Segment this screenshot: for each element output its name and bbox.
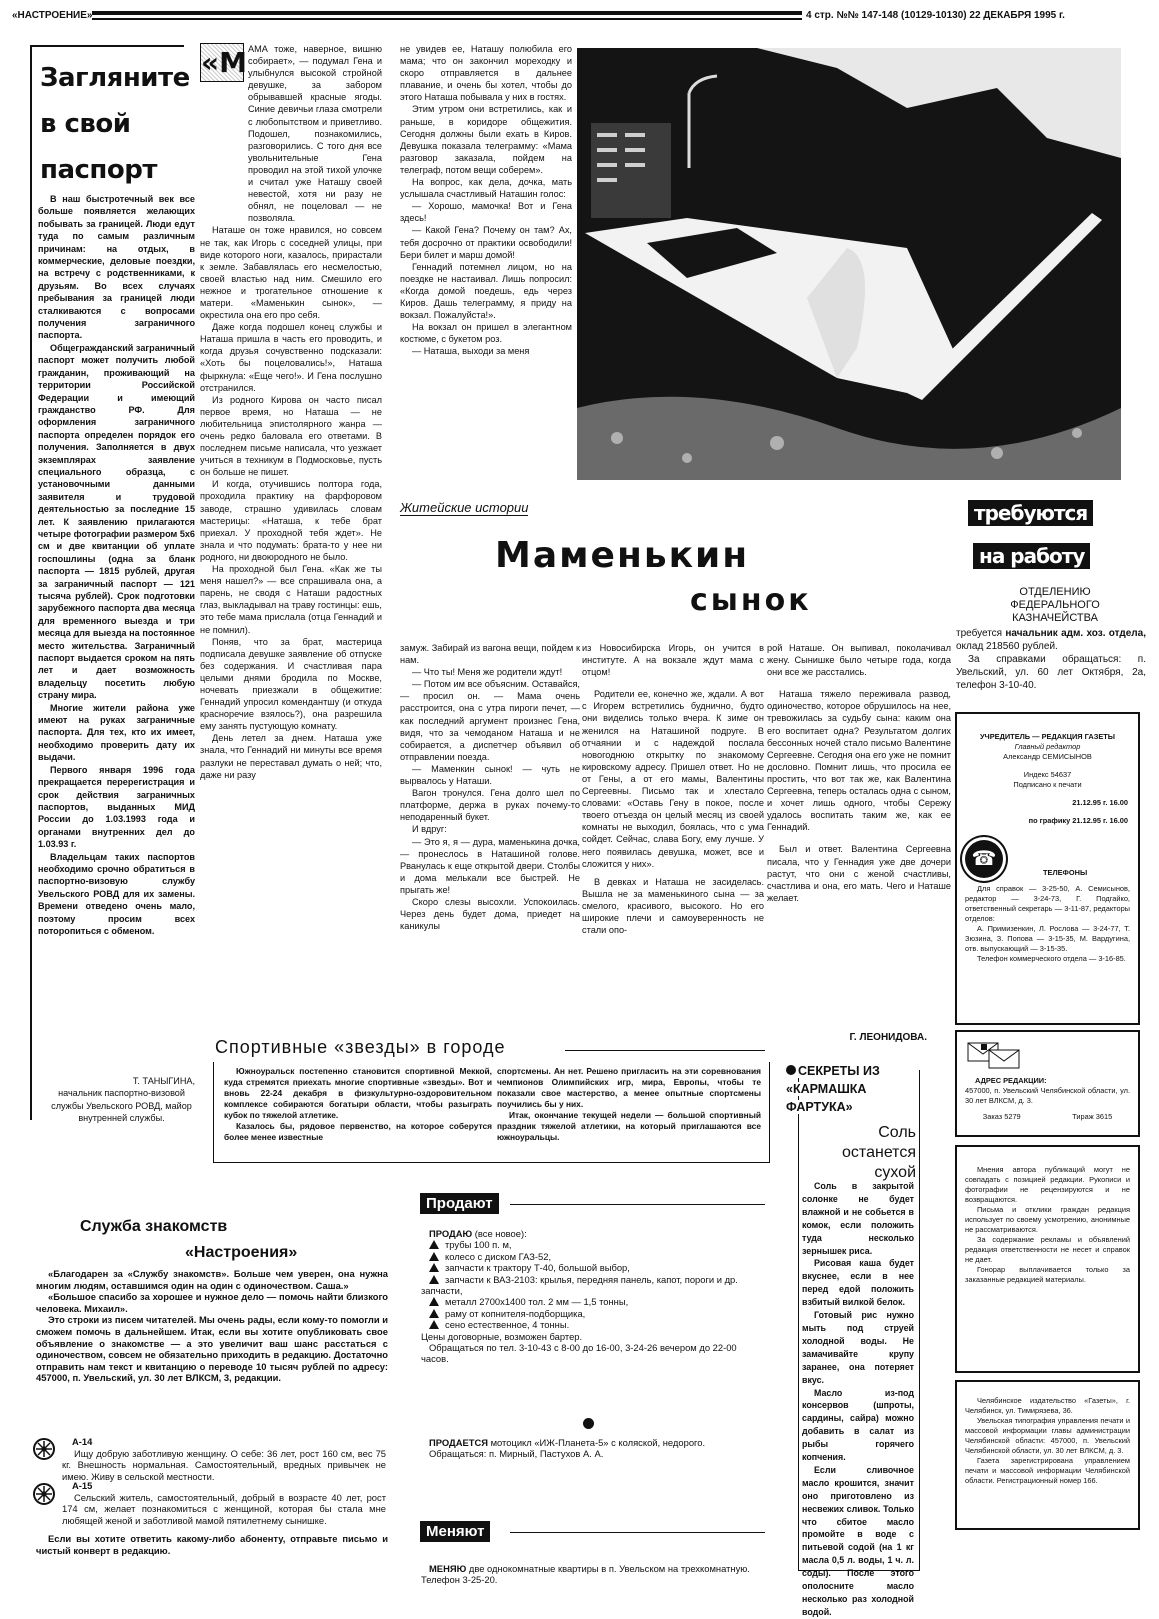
exchange-banner: Меняют [420, 1521, 490, 1542]
paragraph: Готовый рис нужно мыть под струей холодной воды. Не замачивайте крупу заранее, она потеряет вкус. [802, 1310, 914, 1385]
story-rubric: Житейские истории [400, 500, 529, 515]
sell-item [421, 1296, 765, 1307]
paragraph: Наташе он тоже нравился, но совсем не так, как Игорь с соседней улицы, при виде которого ноги, казалось, прирастали к земле. Забавлялась его несмелостью, своей властью над ним. Смешило его нежное и трогательное отношение к матери. «Маменькин сынок», — окрестила она его про себя. [200, 225, 382, 321]
paragraph: На вокзал он пришел в элегантном костюме, с букетом роз. [400, 322, 572, 345]
header-rule [92, 11, 802, 20]
paragraph: — Наташа, выходи за меня [412, 346, 530, 357]
jobs-salary: оклад 218560 рублей. [956, 641, 1058, 652]
paragraph: — Это я, я — дура, маменькина дочка, — пронеслось в Наташиной голове. Рванулась к еще открытой двери. Столбы и дома мелькали все быстрей. Не прыгать же! [400, 836, 580, 895]
story-column-5 [767, 642, 951, 904]
paragraph: не увидев ее, Наташу полюбила его мама; что он закончил мореходку и скоро отправляется в дальнее плавание, и очень бы хотел, чтобы до этого Наташа побывала у них в гостях. [400, 44, 572, 103]
ad-text: Сельский житель, самостоятельный, добрый в возрасте 40 лет, рост 174 см, желает познакомиться с женщиной, которая бы стала мне любящей женой и заботливой мамой пятилетнему сынишке. [62, 1491, 386, 1526]
sell-banner-rule [510, 1204, 765, 1205]
address-text: 457000, п. Увельский Челябинской области, ул. 30 лет ВЛКСМ, д. 3. [965, 1086, 1130, 1105]
exchange-banner-rule [510, 1532, 765, 1533]
title-line: Загляните [40, 63, 190, 93]
story-column-3 [400, 642, 580, 932]
passport-article-title [40, 55, 190, 193]
paragraph: «Благодарен за «Службу знакомств». Больше чем уверен, она нужна многим людям, оставшимся один на один с одиночеством. Саша.» [36, 1268, 388, 1291]
printer-text: Газета зарегистрирована управлением печати и массовой информации Челябинской области. Регистрационный номер 166. [965, 1456, 1130, 1485]
paragraph: Вагон тронулся. Гена долго шел по платформе, держа в руках почему-то неподаренный букет. [400, 788, 580, 823]
sell-item [421, 1274, 765, 1297]
paragraph: Масло из-под консервов (шпроты, сардины, сайра) можно добавить в салат из рыбы горячего копчения. [802, 1387, 914, 1463]
phones-text: Телефон коммерческого отдела — 3-16-85. [977, 954, 1126, 963]
disclaimer-text: Мнения автора публикаций могут не совпадать с позицией редакции. Рукописи и фотографии не рецензируются и не возвращаются. [965, 1165, 1130, 1204]
signature-role: начальник паспортно-визовой службы Увельского РОВД, майор внутренней службы. [51, 1088, 192, 1124]
title-line: паспорт [40, 155, 157, 185]
sports-column-1 [224, 1066, 492, 1143]
drop-cap: «М [200, 43, 244, 82]
newspaper-name: «НАСТРОЕНИЕ» [12, 10, 93, 21]
bullet-dot-icon [786, 1065, 796, 1075]
title-line: в свой [40, 109, 131, 139]
paragraph: из Новосибирска Игорь, он учится в институте. А на вокзале ждут мама с отцом! [582, 643, 764, 678]
triangle-bullet-icon [429, 1297, 439, 1306]
circulation: Тираж 3615 [1072, 1112, 1113, 1121]
paragraph: замуж. Забирай из вагона вещи, пойдем к нам. [400, 643, 580, 666]
triangle-bullet-icon [429, 1240, 439, 1249]
issue-info: 4 стр. №№ 147-148 (10129-10130) 22 ДЕКАБРЯ 1995 г. [806, 10, 1065, 21]
paragraph: — Потом им все объясним. Оставайся, — просил он. — Мама очень расстроится, она с утра пироги печет, — как последний аргумент произнес Гена, видя, что за чемоданом Наташа и не собирается, а диспетчер объявил об отправлении поезда. [400, 679, 580, 762]
ad-code: А-14 [72, 1436, 93, 1447]
exchange-text: две однокомнатные квартиры в п. Увельском на трехкомнатную. Телефон 3-25-20. [421, 1563, 750, 1586]
dating-footer [36, 1533, 388, 1556]
secrets-body [802, 1180, 914, 1619]
paragraph: Поняв, что за брат, мастерица подписала девушке заявление об отпуске без содержания. И счастливая пара целыми днями бродила по Москве, ночевать приезжали в общежитие: Геннадий упросил комендантшу (и откуда красноречие взялось?), она разрешила ему занять пустующую комнату. [200, 636, 382, 732]
paragraph: Общегражданский заграничный паспорт может получить любой гражданин, проживающий на территории Российской Федерации и имеющий гражданство РФ. Для оформления заграничного паспорта определен порядок его получения. Заполняется в двух экземплярах заявление специального образца, с установочными данными заявителя и трудовой деятельностью за последние 15 лет. К заявлению прилагаются четыре фотографии размером 5х6 см и две квитанции об уплате госпошлины (одна за бланк паспорта — 1815 рублей, другая за заграничный паспорт — 121 тысяча рублей). Срок подготовки зарубежного паспорта два месяца для временного выезда и три месяца для выезда на постоянное место жительства. Заграничный паспорт выдается сроком на пять лет и дает возможность владельцу посетить любую страну мира. [38, 342, 195, 701]
paragraph: Владельцам таких паспортов необходимо срочно обратиться в паспортно-визовую службу Увельского РОВД для их замены. Времени отведено очень мало, поэтому просим всех поторопиться с обменом. [38, 851, 195, 936]
paragraph: спортсмены. Ан нет. Решено пригласить на эти соревнования чемпионов Олимпийских игр, мира, Европы, чтобы те показали свое мастерство, а менее опытные спортсмены поучились бы у них. [497, 1066, 761, 1109]
sell-item-text: запчасти к ВАЗ-2103: крылья, передняя панель, капот, пороги и др. запчасти, [421, 1273, 738, 1297]
moto-text: мотоцикл «ИЖ-Планета-5» с коляской, недорого. [487, 1437, 706, 1448]
jobs-text-pre: требуется [956, 628, 1006, 639]
exchange-ad [421, 1563, 765, 1586]
sell-item-text: раму от копнителя-подборщика, [445, 1307, 586, 1319]
disclaimer-box [955, 1145, 1140, 1373]
moto-ad [421, 1437, 765, 1460]
triangle-bullet-icon [429, 1309, 439, 1318]
triangle-bullet-icon [429, 1263, 439, 1272]
paragraph: В наш быстротечный век все больше появляется желающих побывать за границей. Люди едут туда по самым различным причинам: на отдых, в коммерческие, деловые поездки, на встречу с родственниками, к друзьям. Во всех случаях пребывания за границей люди сталкиваются с вопросами получения заграничного паспорта. [38, 194, 195, 341]
paragraph: Родители ее, конечно же, ждали. А вот с Игорем встретились буднично, будто они виделись только вчера. К зиме он женился на Наташиной подруге. В отчаянии и с надеждой послала новогоднюю открытку по знакомому кировскому адресу. Пришел ответ. Но не от Гены, а от его мамы, Валентины Сергеевны. Письмо так и хлестало словами: «Оставь Гену в покое, после твоего отъезда он целый месяц из своей комнаты не выходил, боялась, что с ума сойдет. Сейчас, слава Богу, ему лучше. У него появилась девушка, может, все и сложится у них». [582, 689, 764, 869]
disclaimer-text: Письма и отклики граждан редакция использует по своему усмотрению, анонимные не рассматриваются. [965, 1205, 1130, 1234]
dating-ad [62, 1436, 386, 1482]
sell-item-text: металл 2700х1400 тол. 2 мм — 1,5 тонны, [445, 1296, 629, 1308]
imprint-schedule: по графику 21.12.95 г. 16.00 [1028, 816, 1128, 825]
paragraph: рой Наташе. Он выпивал, поколачивал жену. Сынишке было четыре года, когда они все же расстались. [767, 643, 951, 678]
dating-ad [62, 1480, 386, 1526]
paragraph: Это строки из писем читателей. Мы очень рады, если кому-то помогли и сможем помочь в дальнейшем. Итак, если вы хотите опубликовать свое объявление о знакомстве — а это увеличит ваш шанс расстаться с одиночеством, совсем не обязательно приходить в редакцию. Достаточно отправить нам текст и квитанцию о переводе 10 тысяч рублей по адресу: 457000, п. Увельский, ул. 30 лет ВЛКСМ, 3, редакции. [36, 1314, 388, 1384]
imprint-signed-time: 21.12.95 г. 16.00 [1072, 798, 1128, 807]
dating-title-line-2: «Настроения» [185, 1244, 298, 1261]
passport-article-body [38, 193, 195, 937]
paragraph: Наташа тяжело переживала развод, одиночество, которое обрушилось на нее, тревожилась за судьбу сына: каким она его воспитает одна? Результатом долгих бессонных ночей стало письмо Валентине Сергеевне. Сегодня она его уже не помнит дословно. Помнит лишь, что просила ее простить, что вот так же, как Валентина Сергеевна, теперь осталась одна с сыном, и хочет лишь одного, чтобы Сережу удалось воспитать таким же, как ее Геннадий. [767, 689, 951, 833]
story-column-2 [400, 43, 572, 357]
paragraph: Если вы хотите ответить какому-либо абоненту, отправьте письмо и чистый конверт в редакцию. [36, 1533, 388, 1556]
imprint-index: Индекс 54637 [1023, 770, 1072, 779]
dating-title-line-1: Служба знакомств [80, 1218, 228, 1235]
paragraph: На вопрос, как дела, дочка, мать услышала счастливый Наташин голос: [400, 177, 572, 200]
imprint-founder: УЧРЕДИТЕЛЬ — РЕДАКЦИЯ ГАЗЕТЫ [979, 732, 1116, 741]
story-column-4 [582, 642, 764, 936]
paragraph: Южноуральск постепенно становится спортивной Меккой, куда стремятся приехать многие спортивные «звезды». Вот и вновь 22-24 декабря в физкультурно-оздоровительном комплексе собираются богатыри области, чтобы разыграть кубок по тяжелой атлетике. [224, 1066, 492, 1120]
secrets-heading [786, 1062, 918, 1116]
printer-text: Увельская типография управления печати и массовой информации главы администрации Челябинской области: 457000, п. Увельский Челябинской области, ул. 30 лет ВЛКСМ, д. 3. [965, 1416, 1130, 1455]
paragraph: Геннадий потемнел лицом, но на поездке не настаивал. Лишь попросил: «Когда домой поедешь, едь через Киров. Дашь телеграмму, я приду на вокзал. Пожалуйста!». [400, 261, 572, 321]
sell-item [421, 1251, 765, 1262]
moto-lead: ПРОДАЕТСЯ [429, 1437, 488, 1448]
story-column-1 [200, 43, 382, 781]
paragraph: И когда, отучившись полтора года, проходила практику на фарфоровом заводе, страшно удивилась словам мастерицы: «Наташа, к тебе брат приехал. У проходной тебя ждет». Не знала и что подумать: брата-то у нее ни родного, ни двоюродного не было. [200, 479, 382, 562]
sell-lead-rest: (все новое): [472, 1228, 527, 1239]
paragraph: Рисовая каша будет вкуснее, если в нее перед едой положить взбитый вилкой белок. [802, 1258, 914, 1308]
sell-lead: ПРОДАЮ [429, 1228, 473, 1239]
jobs-banner-line-1: требуются [968, 500, 1093, 526]
paragraph: На проходной был Гена. «Как же ты меня нашел?» — все спрашивала она, а парень, не сводя с Наташи радостных глаз, выкладывал на траву гостинцы: ешь, это тебе мама прислала (отца Геннадий и не помнил). [200, 564, 382, 635]
printer-text: Челябинское издательство «Газеты», г. Челябинск, ул. Тимирязева, 36. [965, 1396, 1130, 1415]
sell-ads [421, 1228, 765, 1365]
story-author: Г. ЛЕОНИДОВА. [849, 1032, 927, 1043]
story-title-line-2: сынок [690, 583, 812, 618]
sports-column-2 [497, 1066, 761, 1143]
wheel-icon [33, 1483, 55, 1505]
paragraph: АМА тоже, наверное, вишню собирает», — подумал Гена и улыбнулся высокой стройной девушке, за забором обрывавшей красные ягоды. Синие девичьи глаза смотрели с любопытством и приветливо. Подошел, познакомились, разговорились. С того дня все увольнительные Гена проводил на этой тихой улочке и считал уже Наташу своей невестой, хотя ни разу не обнял, не поцеловал — не позволяла. [248, 44, 382, 224]
envelopes-icon [967, 1042, 1027, 1070]
dating-intro [36, 1268, 388, 1384]
sell-item [421, 1262, 765, 1273]
exchange-lead: МЕНЯЮ [429, 1563, 467, 1574]
sports-title-rule [565, 1050, 765, 1051]
secrets-heading-text: СЕКРЕТЫ ИЗ «КАРМАШКА ФАРТУКА» [786, 1064, 880, 1114]
story-photo [577, 48, 1121, 480]
envelope-icon [967, 1042, 1138, 1068]
paragraph: Был и ответ. Валентина Сергеевна писала, что у Геннадия уже две дочери растут, что они с женой счастливы, счастлива и она, его мать. Чего и Наташе желает. [767, 844, 951, 903]
sell-banner: Продают [420, 1193, 499, 1214]
triangle-bullet-icon [429, 1275, 439, 1284]
photo-girl-in-boat [577, 48, 1121, 480]
paragraph: Даже когда подошел конец службы и Наташа пришла в часть его проводить, и когда друзья сочувственно подсказали: «Хоть бы поцеловались!», Наташа фыркнула: «Еще чего!». И Гена послушно отстранился. [200, 322, 382, 393]
secrets-subtitle: Соль останется сухой [842, 1124, 916, 1181]
moto-contact: Обращаться: п. Мирный, Пастухов А. А. [429, 1448, 604, 1460]
phones-text: А. Примизенкин, Л. Рослова — 3-24-77, Т. Зюзина, З. Попова — 3-15-35, М. Вардугина, отв. выпускающий — 3-15-35. [965, 924, 1130, 953]
sell-item [421, 1319, 765, 1330]
ad-code: А-15 [72, 1480, 93, 1491]
paragraph: — Какой Гена? Почему он там? Ах, тебя досрочно от практики освободили! Бери билет и марш домой! [400, 225, 572, 260]
paragraph: Многие жители района уже имеют на руках заграничные паспорта. Для тех, кто их имеет, необходимо проверить дату их выдачи. [38, 702, 195, 763]
sports-title: Спортивные «звезды» в городе [215, 1037, 506, 1057]
jobs-banner-line-2: на работу [973, 543, 1090, 569]
triangle-bullet-icon [429, 1252, 439, 1261]
signature-name: Т. ТАНЫГИНА, [132, 1076, 195, 1086]
telephone-icon: ☎ [965, 840, 1003, 878]
address-box [955, 1030, 1140, 1137]
sell-item-text: колесо с диском ГАЗ-52, [445, 1250, 552, 1262]
disclaimer-text: За содержание рекламы и объявлений редакция ответственности не несет и справок не дает. [965, 1235, 1130, 1264]
imprint-editor: Александр СЕМИСЫНОВ [1003, 752, 1092, 761]
paragraph: — Хорошо, мамочка! Вот и Гена здесь! [400, 201, 572, 224]
paragraph: В девках и Наташа не засиделась. Вышла не за маменькиного сына — за смелого, красивого, высокого. Но его широкие плечи и самоуверенность не стали опо- [582, 876, 764, 936]
ad-text: Ищу добрую заботливую женщину. О себе: 36 лет, рост 160 см, вес 75 кг. Внешность нормальная. Самостоятельный, вредных привычек не имею. Живу в сельской местности. [62, 1447, 386, 1482]
paragraph: Из родного Кирова он часто писал первое время, но Наташа — не любительница эпистолярного жанра — очень редко баловала его ответами. В последнем письме написала, что уезжает учиться в техникум в Подмосковье, пусть он больше не пишет. [200, 394, 382, 478]
paragraph: Соль в закрытой солонке не будет влажной и не собьется в комок, если положить туда несколько зернышек риса. [802, 1181, 914, 1256]
order-number: Заказ 5279 [982, 1112, 1021, 1121]
jobs-text [956, 627, 1146, 692]
phones-text: Для справок — 3-25-50, А. Семисынов, редактор — 3-24-73, Г. Подгайко, ответственный секретарь — 3-11-87, редакторы отделов: [965, 884, 1130, 923]
sell-item-text: трубы 100 п. м, [445, 1239, 512, 1251]
paragraph: Если сливочное масло крошится, значит оно приготовлено из несвежих сливок. Только что сбитое масло промойте в воде с питьевой содой (на 1 кг масла 0,5 л. воды, 1 ч. л. соды). После этого ополосните масло несколько раз холодной водой. [802, 1464, 914, 1617]
imprint-editor-label: Главный редактор [1014, 742, 1081, 751]
phones-title: ТЕЛЕФОНЫ [1043, 868, 1088, 877]
paragraph: Этим утром они встретились, как и раньше, в коридоре общежития. Сегодня должны были ехать в Киров. Девушка показала телеграмму: «Мама разговор заказала, пойдем на телеграф, потом вещи соберем». [400, 104, 572, 175]
sell-item [421, 1239, 765, 1250]
imprint-signed: Подписано к печати [1013, 780, 1082, 789]
disclaimer-text: Гонорар выплачивается только за заказанные редакцией материалы. [965, 1265, 1130, 1284]
wheel-icon [33, 1438, 55, 1460]
separator-dot-icon [583, 1418, 594, 1429]
passport-signature [38, 1075, 195, 1125]
imprint-box [955, 712, 1140, 1025]
sell-item [421, 1308, 765, 1319]
jobs-position: начальник адм. хоз. отдела, [1005, 628, 1146, 639]
paragraph: Первого января 1996 года прекращается перерегистрация и срок действия заграничных паспортов, выданных МИД России до 1.03.1993 года и органами внутренних дел до 1.03.93 г. [38, 764, 195, 850]
paragraph: «Большое спасибо за хорошее и нужное дело — помочь найти близкого человека. Михаил». [36, 1291, 388, 1314]
jobs-contact: За справками обращаться: п. Увельский, ул. 60 лет Октября, 2а, телефон 3-10-40. [956, 654, 1146, 691]
paragraph: И вдруг: [412, 824, 447, 835]
sell-item-text: сено естественное, 4 тонны. [445, 1319, 570, 1331]
paragraph: — Маменкин сынок! — чуть не вырвалось у Наташи. [400, 763, 580, 787]
sell-item-text: запчасти к трактору Т-40, большой выбор, [445, 1262, 630, 1274]
sell-contact: Обращаться по тел. 3-10-43 с 8-00 до 16-00, 3-24-26 вечером до 22-00 часов. [421, 1342, 737, 1365]
story-title-line-1: Маменькин [495, 535, 750, 576]
jobs-organization: ОТДЕЛЕНИЮ ФЕДЕРАЛЬНОГО КАЗНАЧЕЙСТВА [1010, 586, 1100, 624]
paragraph: Скоро слезы высохли. Успокоилась. Через день будет дома, приедет на каникулы [400, 896, 580, 932]
printer-box [955, 1380, 1140, 1530]
paragraph: — Что ты! Меня же родители ждут! [412, 667, 563, 678]
sell-prices: Цены договорные, возможен бартер. [421, 1330, 583, 1342]
address-title: АДРЕС РЕДАКЦИИ: [975, 1076, 1047, 1085]
paragraph: Итак, окончание текущей недели — большой спортивный праздник тяжелой атлетики, на который приглашаются все южноуральцы. [497, 1110, 761, 1142]
paragraph: День летел за днем. Наташа уже знала, что Геннадий ни минуты все время разлуки не переставал думать о ней; что, даже ни разу [200, 733, 382, 780]
paragraph: Казалось бы, рядовое первенство, на которое соберутся более менее известные [224, 1121, 492, 1142]
triangle-bullet-icon [429, 1320, 439, 1329]
